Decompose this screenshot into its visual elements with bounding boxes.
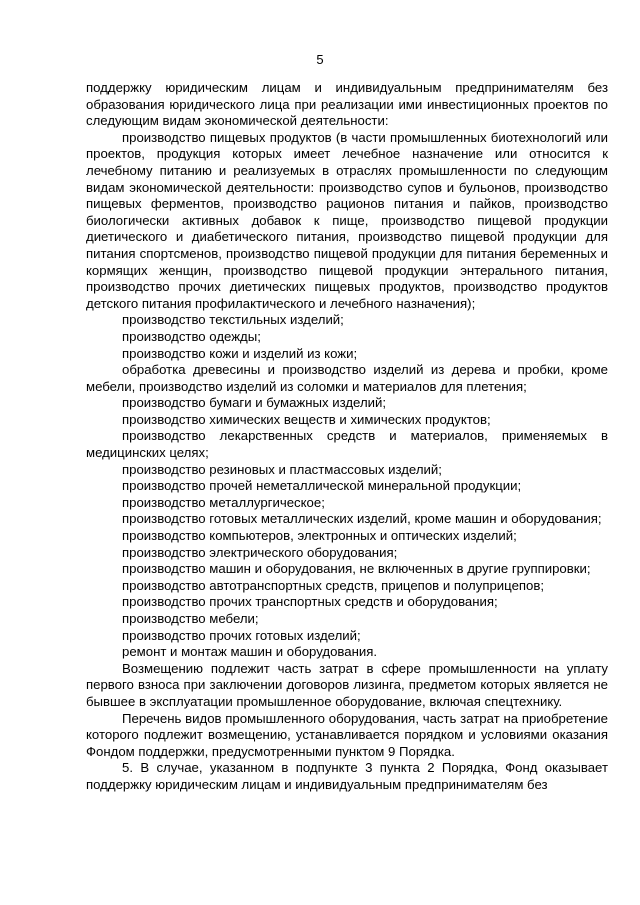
paragraph-intro: поддержку юридическим лицам и индивидуальным предпринимателям без образования юридического лица при реализации ими инвестиционных проектов по следующим видам экономической деятельности: — [86, 80, 608, 129]
list-item-rubber-plastic: производство резиновых и пластмассовых изделий; — [122, 461, 442, 477]
list-item-other-products: производство прочих готовых изделий; — [122, 627, 361, 643]
list-item-food: производство пищевых продуктов (в части промышленных биотехнологий или проектов, продукция которых имеет лечебное назначение или относится к лечебному питанию и реализуемых в отраслях промышленности по следующим видам экономической деятельности: производство супов и бульонов, производство пищевых ферментов, производство рационов питания и пайков, производство биологически активных добавок к пище, производство пищевой продукции диетического и диабетического питания, производство пищевой продукции для питания спортсменов, производство пищевой продукции для питания беременных и кормящих женщин, производство пищевой продукции энтерального питания, производство прочих диетических пищевых продуктов, производство продуктов детского питания профилактического и лечебного назначения); — [86, 129, 608, 311]
list-item-metallurgy: производство металлургическое; — [122, 494, 325, 510]
list-item-textiles: производство текстильных изделий; — [122, 312, 344, 328]
list-item-transport: производство прочих транспортных средств и оборудования; — [122, 594, 498, 610]
list-item-medicines: производство лекарственных средств и материалов, применяемых в медицинских целях; — [86, 428, 608, 461]
paragraph-item-5: 5. В случае, указанном в подпункте 3 пункта 2 Порядка, Фонд оказывает поддержку юридическим лицам и индивидуальным предпринимателям без — [86, 760, 608, 792]
list-item-paper: производство бумаги и бумажных изделий; — [122, 395, 387, 411]
list-item-electrical: производство электрического оборудования; — [122, 544, 398, 560]
document-body — [86, 80, 608, 794]
list-item-vehicles: производство автотранспортных средств, прицепов и полуприцепов; — [122, 577, 545, 593]
list-item-non-metallic: производство прочей неметаллической минеральной продукции; — [122, 478, 522, 494]
list-item-repair: ремонт и монтаж машин и оборудования. — [122, 644, 378, 660]
list-item-wood: обработка древесины и производство изделий из дерева и пробки, кроме мебели, производство изделий из соломки и материалов для плетения; — [86, 362, 608, 394]
paragraph-leasing: Возмещению подлежит часть затрат в сфере промышленности на уплату первого взноса при заключении договоров лизинга, предметом которых является не бывшее в эксплуатации промышленное оборудование, включая спецтехнику. — [86, 660, 608, 709]
paragraph-equipment-list: Перечень видов промышленного оборудования, часть затрат на приобретение которого подлежит возмещению, устанавливается порядком и условиями оказания Фондом поддержки, предусмотренными пунктом 9 Порядка. — [86, 710, 608, 759]
list-item-machinery: производство машин и оборудования, не включенных в другие группировки; — [122, 561, 591, 577]
list-item-leather: производство кожи и изделий из кожи; — [122, 345, 358, 361]
list-item-clothing: производство одежды; — [122, 328, 261, 344]
list-item-furniture: производство мебели; — [122, 611, 259, 626]
list-item-metal-products: производство готовых металлических изделий, кроме машин и оборудования; — [122, 511, 602, 527]
page-number: 5 — [316, 52, 324, 67]
list-item-chemicals: производство химических веществ и химических продуктов; — [122, 411, 491, 427]
list-item-computers: производство компьютеров, электронных и оптических изделий; — [122, 528, 517, 544]
